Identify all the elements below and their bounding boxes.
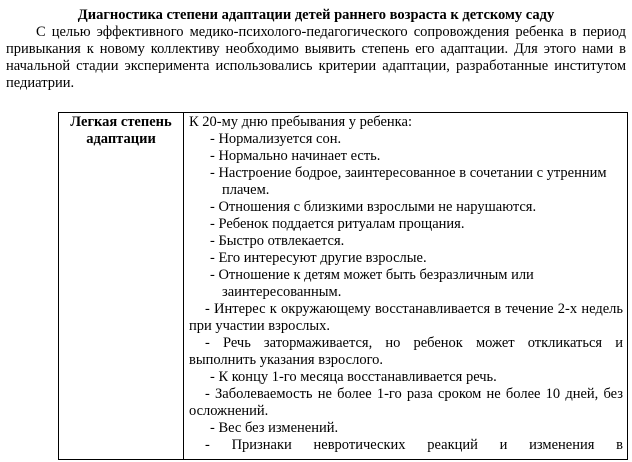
list-item: - Речь затормаживается, но ребенок может откликаться и выполнить указания взрослого. bbox=[189, 335, 623, 368]
document-title: Диагностика степени адаптации детей раннего возраста к детскому саду bbox=[77, 7, 555, 23]
list-item: - Признаки невротических реакций и изменения в bbox=[205, 437, 623, 453]
list-item: - Нормализуется сон. bbox=[210, 131, 342, 147]
criteria-list bbox=[189, 131, 623, 454]
list-item: - Интерес к окружающему восстанавливается в течение 2-х недель при участии взрослых. bbox=[189, 301, 623, 334]
list-item: - Настроение бодрое, заинтересованное в сочетании с утренним плачем. bbox=[210, 165, 607, 198]
list-item: - Нормально начинает есть. bbox=[210, 148, 381, 164]
list-item: - Отношение к детям может быть безразличным или заинтересованным. bbox=[210, 267, 534, 300]
document bbox=[6, 6, 626, 92]
list-item: - Заболеваемость не более 1-го раза сроком не более 10 дней, без осложнений. bbox=[189, 386, 623, 419]
adaptation-level-heading: Легкая степень адаптации bbox=[59, 113, 184, 460]
list-item: - Его интересуют другие взрослые. bbox=[210, 250, 427, 266]
list-item: - Ребенок поддается ритуалам прощания. bbox=[210, 216, 465, 232]
list-item: - Быстро отвлекается. bbox=[210, 233, 345, 249]
list-item: - К концу 1-го месяца восстанавливается речь. bbox=[210, 369, 497, 385]
table-row bbox=[59, 113, 628, 460]
list-item: - Вес без изменений. bbox=[210, 420, 339, 436]
list-item: - Отношения с близкими взрослыми не нарушаются. bbox=[210, 199, 537, 215]
criteria-lead: К 20-му дню пребывания у ребенка: bbox=[189, 114, 412, 130]
criteria-cell bbox=[184, 113, 628, 460]
adaptation-criteria-table bbox=[58, 112, 628, 460]
intro-paragraph: С целью эффективного медико-психолого-педагогического сопровождения ребенка в период привыкания к новому коллективу необходимо выявить степень его адаптации. Для этого нами в начальной стадии эксперимента использовались критерии адаптации, разработанные институтом педиатрии. bbox=[6, 24, 626, 91]
